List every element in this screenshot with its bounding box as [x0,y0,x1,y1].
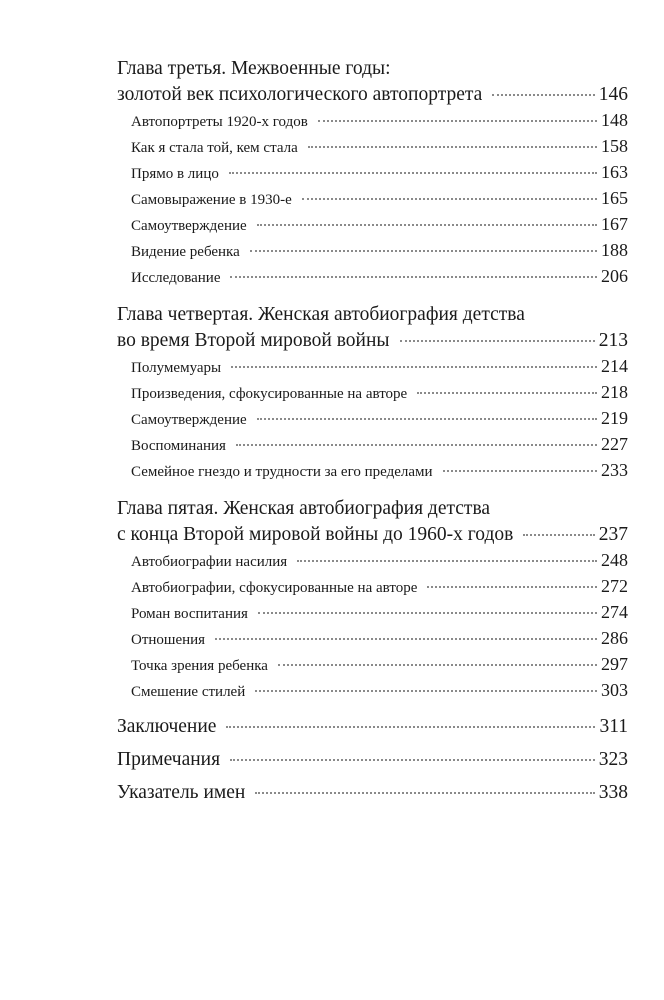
dot-leader [257,418,597,420]
section-entry[interactable] [131,110,628,136]
chapter-4 [117,302,628,486]
section-title: Самоутверждение [131,412,247,428]
page-number: 158 [601,136,628,156]
section-entry[interactable] [131,654,628,680]
section-entry[interactable] [131,434,628,460]
chapter-title-line: Глава третья. Межвоенные годы: [117,58,391,79]
page-number: 323 [598,749,628,770]
dot-leader [231,366,597,368]
chapter-title-line: с конца Второй мировой войны до 1960-х годов [117,524,514,545]
page-number: 165 [601,188,628,208]
section-title: Полумемуары [131,360,222,376]
section-title: Семейное гнездо и трудности за его пределами [131,464,433,480]
back-matter-entry[interactable] [117,749,628,782]
section-entry[interactable] [131,576,628,602]
section-title: Автобиографии, сфокусированные на авторе [131,580,418,596]
page-number: 146 [598,84,628,105]
back-matter-entry[interactable] [117,716,628,749]
back-matter-entry[interactable] [117,782,628,815]
section-entry[interactable] [131,240,628,266]
section-entry[interactable] [131,460,628,486]
chapter-entry[interactable] [117,82,628,108]
page-number: 206 [601,266,628,286]
dot-leader [250,250,597,252]
section-entry[interactable] [131,162,628,188]
dot-leader [523,534,594,536]
section-entry[interactable] [131,382,628,408]
page-number: 163 [601,162,628,182]
dot-leader [492,94,594,96]
page-number: 218 [601,382,628,402]
dot-leader [297,560,597,562]
section-entry[interactable] [131,214,628,240]
section-title: Произведения, сфокусированные на авторе [131,386,408,402]
entry-title: Заключение [117,716,217,737]
page-number: 219 [601,408,628,428]
dot-leader [302,198,597,200]
section-title: Самовыражение в 1930-е [131,192,292,208]
page-number: 274 [601,602,628,622]
chapter-title-line: Глава четвертая. Женская автобиография детства [117,304,525,325]
section-title: Прямо в лицо [131,166,219,182]
section-title: Роман воспитания [131,606,248,622]
section-title: Воспоминания [131,438,226,454]
section-title: Исследование [131,270,221,286]
page-number: 311 [599,716,628,737]
page-number: 248 [601,550,628,570]
page-number: 167 [601,214,628,234]
chapter-title-line: золотой век психологического автопортрета [117,84,483,105]
chapter-title-line: Глава пятая. Женская автобиография детства [117,498,491,519]
dot-leader [230,276,597,278]
dot-leader [230,759,595,761]
page-number: 213 [598,330,628,351]
section-entry[interactable] [131,680,628,706]
page-number: 148 [601,110,628,130]
dot-leader [400,340,595,342]
section-list [131,550,628,706]
page-number: 303 [601,680,628,700]
page-number: 188 [601,240,628,260]
section-entry[interactable] [131,550,628,576]
section-title: Как я стала той, кем стала [131,140,298,156]
section-title: Смешение стилей [131,684,246,700]
dot-leader [443,470,597,472]
section-entry[interactable] [131,188,628,214]
section-entry[interactable] [131,602,628,628]
section-title: Автопортреты 1920-х годов [131,114,308,130]
section-title: Отношения [131,632,206,648]
page-number: 233 [601,460,628,480]
page-number: 286 [601,628,628,648]
page-number: 227 [601,434,628,454]
section-entry[interactable] [131,266,628,292]
page-number: 338 [598,782,628,803]
section-title: Точка зрения ребенка [131,658,268,674]
section-entry[interactable] [131,628,628,654]
entry-title: Примечания [117,749,221,770]
section-title: Самоутверждение [131,218,247,234]
dot-leader [278,664,597,666]
page-number: 297 [601,654,628,674]
table-of-contents [117,56,628,815]
dot-leader [318,120,597,122]
dot-leader [215,638,597,640]
section-list [131,356,628,486]
section-entry[interactable] [131,136,628,162]
dot-leader [229,172,597,174]
dot-leader [255,792,594,794]
chapter-5 [117,496,628,706]
section-entry[interactable] [131,356,628,382]
chapter-entry[interactable] [117,522,628,548]
chapter-title-line: во время Второй мировой войны [117,330,390,351]
page-number: 272 [601,576,628,596]
section-list [131,110,628,292]
dot-leader [257,224,597,226]
dot-leader [417,392,597,394]
chapter-entry[interactable] [117,328,628,354]
dot-leader [258,612,597,614]
section-title: Видение ребенка [131,244,240,260]
section-title: Автобиографии насилия [131,554,288,570]
dot-leader [236,444,597,446]
dot-leader [255,690,597,692]
page-number: 237 [598,524,628,545]
page-number: 214 [601,356,628,376]
dot-leader [308,146,597,148]
dot-leader [226,726,595,728]
back-matter [117,716,628,815]
chapter-3 [117,56,628,292]
dot-leader [427,586,597,588]
entry-title: Указатель имен [117,782,246,803]
section-entry[interactable] [131,408,628,434]
